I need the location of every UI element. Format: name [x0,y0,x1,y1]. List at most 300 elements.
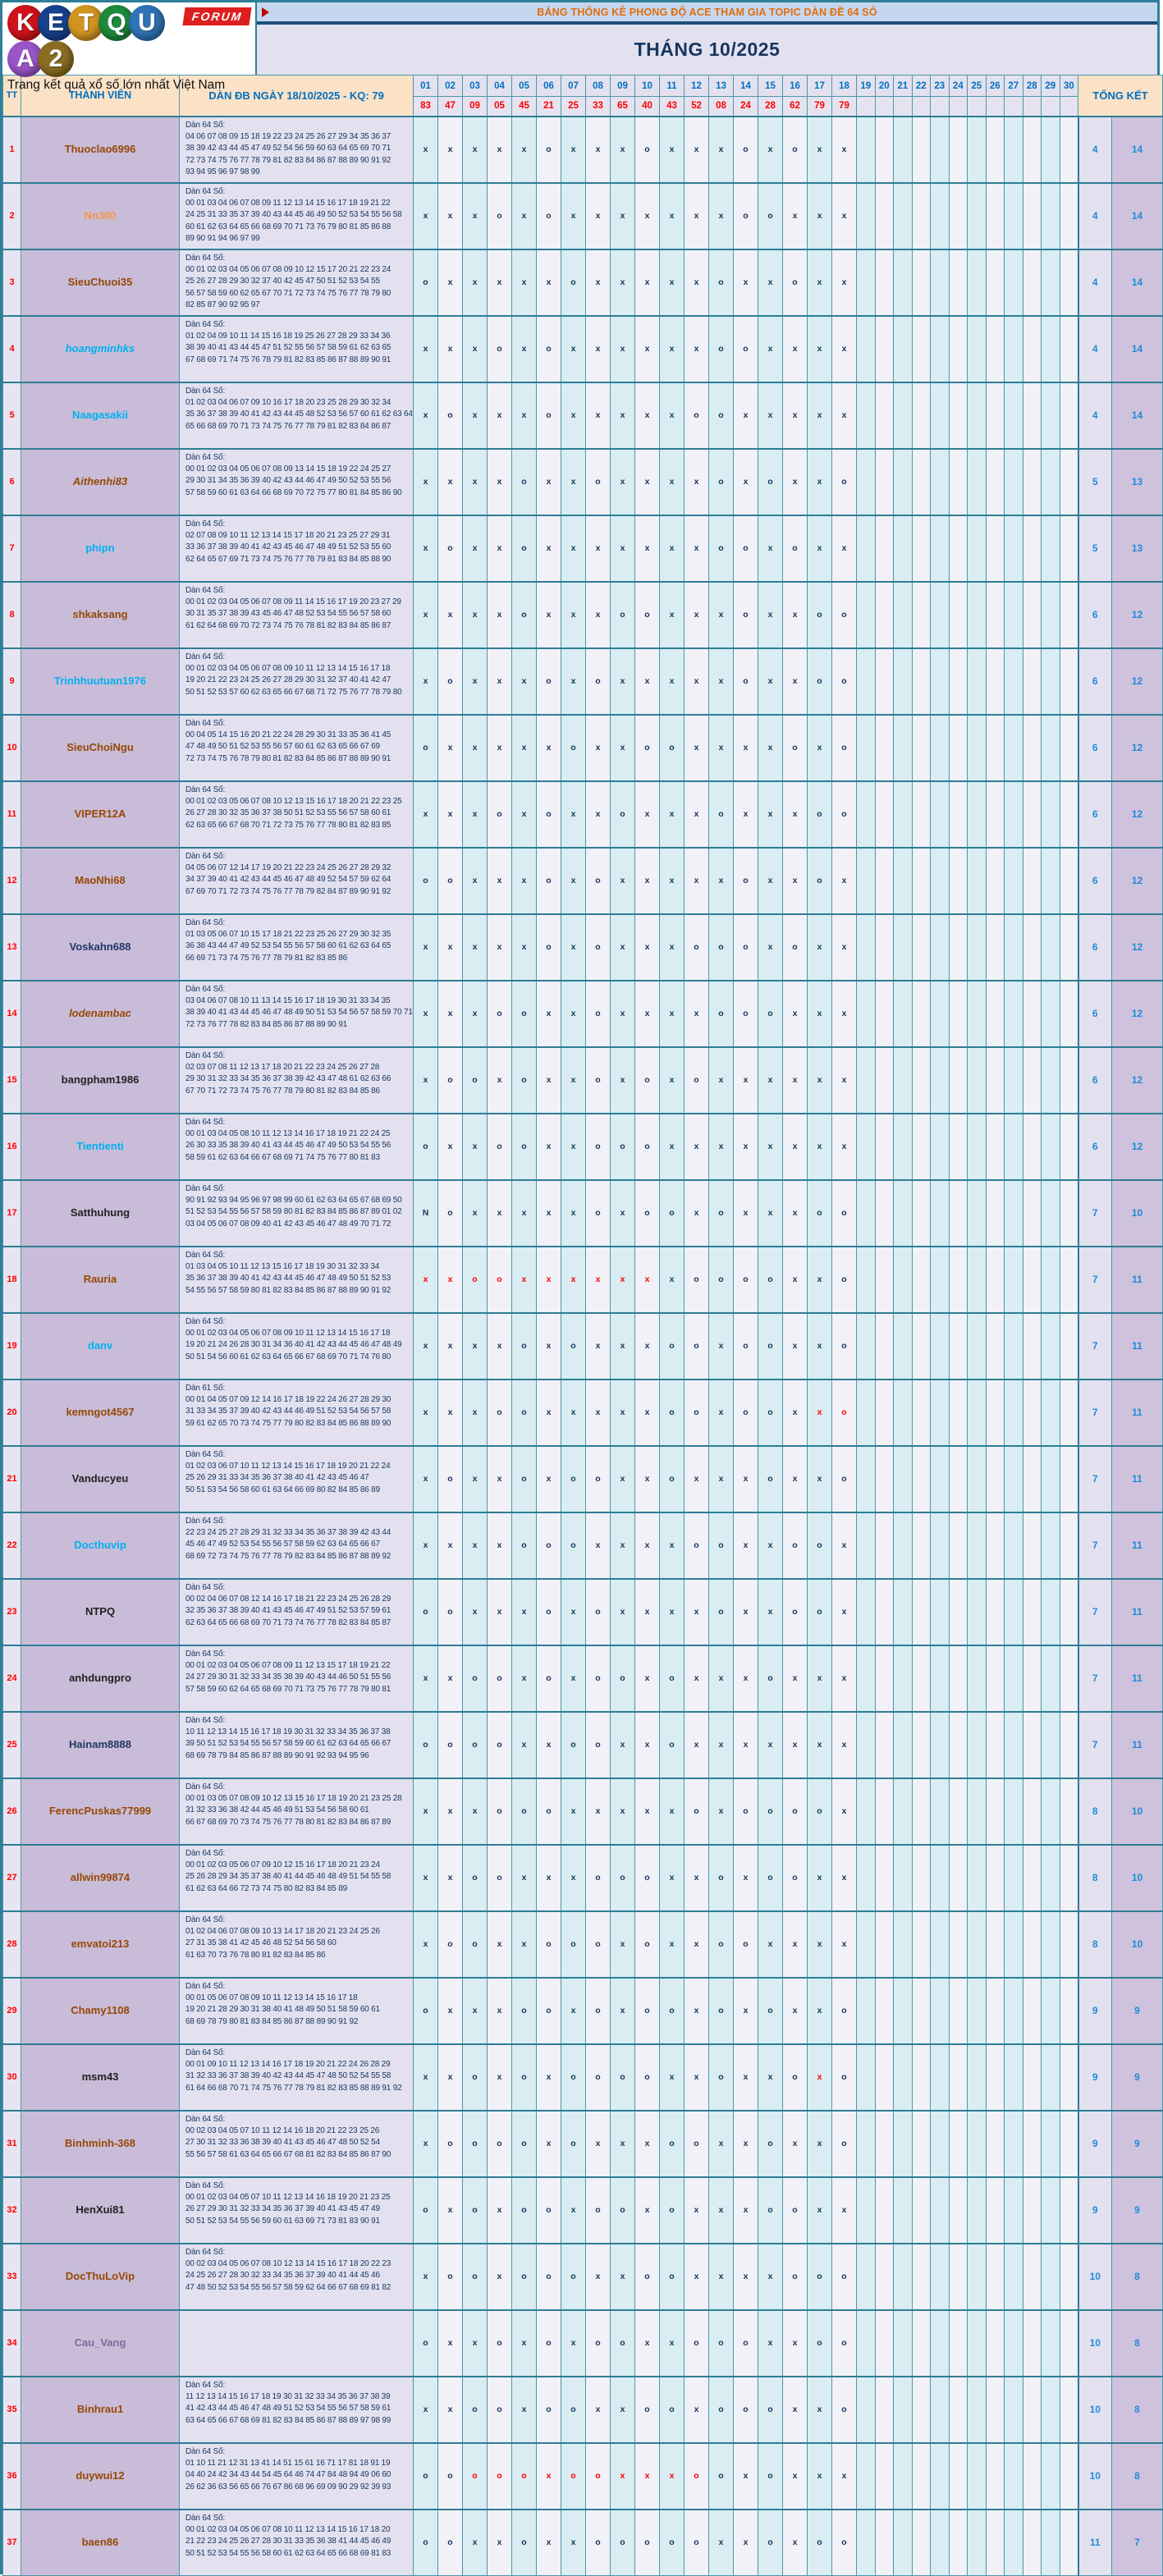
member-name[interactable]: SieuChoiNgu [66,741,134,753]
mark-cell: o [808,1579,832,1645]
mark-cell: o [512,981,537,1047]
table-row [3,582,1163,648]
mark-cell [1042,382,1060,449]
mark-cell: o [709,1180,734,1247]
tt-number: 9 [3,648,21,715]
mark-cell [931,1978,950,2044]
member-name[interactable]: shkaksang [72,608,128,620]
member-name[interactable]: HenXui81 [76,2203,125,2216]
member-name[interactable]: Aithenhi83 [72,475,128,487]
mark-cell: x [709,648,734,715]
mark-cell [894,449,913,515]
mark-cell [931,2111,950,2177]
mark-cell [1023,449,1042,515]
mark-cell: o [660,2244,685,2310]
mark-cell: o [660,1446,685,1512]
mark-cell: x [463,1778,488,1845]
mark-cell: x [734,449,758,515]
mark-cell: x [709,2177,734,2244]
member-name[interactable]: FerencPuskas77999 [48,1805,152,1817]
mark-cell: x [635,1645,660,1712]
mark-cell: x [414,1247,438,1313]
mark-cell [912,715,931,781]
numbers-block [180,1180,414,1247]
mark-cell: o [537,848,561,914]
tt-number: 8 [3,582,21,648]
mark-cell [894,1579,913,1645]
mark-cell: o [561,2443,586,2510]
mark-cell [1060,1247,1078,1313]
total-o: 6 [1078,1047,1112,1114]
mark-cell: x [537,981,561,1047]
member-name[interactable]: Rauria [83,1273,117,1285]
numbers-block [180,981,414,1047]
mark-cell [1060,117,1078,183]
mark-cell: x [586,249,611,316]
mark-cell [986,1579,1005,1645]
mark-cell [875,382,894,449]
mark-cell: x [832,1047,857,1114]
mark-cell: o [832,2111,857,2177]
result-cell: 08 [709,97,734,117]
mark-cell: o [734,117,758,183]
mark-cell: x [512,1579,537,1645]
mark-cell: o [734,848,758,914]
mark-cell [1060,1180,1078,1247]
mark-cell: x [611,1313,635,1380]
tt-number: 7 [3,515,21,582]
numbers-line: 72 73 76 77 78 82 83 84 85 86 87 88 89 90 91 [185,1019,347,1029]
mark-cell [949,1047,968,1114]
mark-cell: x [561,1380,586,1446]
mark-cell [875,2310,894,2377]
logo-letters [7,5,172,77]
member-cell [21,1579,180,1645]
mark-cell [1005,316,1023,382]
mark-cell [968,1579,987,1645]
mark-cell: o [438,1911,463,1978]
mark-cell [894,781,913,848]
member-name[interactable]: Vanducyeu [71,1472,129,1485]
numbers-line: 29 30 31 32 33 34 35 36 37 38 39 42 43 47 48 61 62 63 66 [185,1074,391,1084]
mark-cell: o [586,1645,611,1712]
mark-cell: x [808,1978,832,2044]
mark-cell: x [537,1712,561,1778]
mark-cell [857,316,876,382]
numbers-line: 25 26 27 28 29 30 32 37 40 42 45 47 50 51 52 53 54 55 [185,277,380,286]
member-name[interactable]: anhdungpro [69,1672,131,1684]
mark-cell: x [463,1978,488,2044]
numbers-line: 59 61 62 65 70 73 74 75 77 79 80 82 83 84 85 86 88 89 90 [185,1418,391,1428]
mark-cell: x [611,316,635,382]
member-name[interactable]: Chamy1108 [71,2004,130,2016]
mark-cell [968,1380,987,1446]
mark-cell: x [832,1778,857,1845]
mark-cell: o [758,1446,783,1512]
numbers-label: Dàn 64 Số: [185,917,226,927]
table-row [3,1911,1163,1978]
mark-cell: x [635,449,660,515]
mark-cell [931,1911,950,1978]
mark-cell [1005,1645,1023,1712]
mark-cell [986,2244,1005,2310]
mark-cell [1060,2111,1078,2177]
numbers-block [180,648,414,715]
mark-cell: o [561,2244,586,2310]
mark-cell: o [685,1247,709,1313]
member-name[interactable]: baen86 [81,2536,119,2549]
member-name[interactable]: SieuChuoi35 [67,276,133,288]
mark-cell: o [586,1180,611,1247]
mark-cell [1023,981,1042,1047]
mark-cell: o [685,1778,709,1845]
mark-cell [1023,249,1042,316]
numbers-line: 36 38 43 44 47 49 52 53 54 55 56 57 58 60 61 62 63 64 65 [185,941,391,951]
mark-cell: x [734,1446,758,1512]
table-row [3,1114,1163,1180]
mark-cell: x [537,249,561,316]
mark-cell [1042,848,1060,914]
mark-cell [875,183,894,249]
mark-cell [949,1446,968,1512]
mark-cell [968,1446,987,1512]
mark-cell: x [685,1180,709,1247]
mark-cell [986,981,1005,1047]
numbers-line: 00 01 02 03 04 05 06 07 08 09 13 14 15 18 19 22 24 25 27 [185,464,391,474]
mark-cell: x [709,1114,734,1180]
mark-cell [931,1446,950,1512]
mark-cell: o [537,2177,561,2244]
mark-cell: o [438,1047,463,1114]
numbers-line: 72 73 74 75 76 77 78 79 81 82 83 84 86 87 88 89 90 91 92 [185,155,391,165]
mark-cell: x [783,1313,808,1380]
member-name[interactable]: msm43 [81,2070,119,2083]
total-x: 14 [1112,382,1163,449]
member-cell [21,1978,180,2044]
mark-cell: x [832,515,857,582]
mark-cell: x [734,715,758,781]
mark-cell [894,2177,913,2244]
mark-cell [1042,2111,1060,2177]
mark-cell: x [660,2310,685,2377]
mark-cell [986,2377,1005,2443]
mark-cell: o [660,2377,685,2443]
mark-cell [968,1911,987,1978]
mark-cell: x [660,1911,685,1978]
member-name[interactable]: Tientienti [76,1140,124,1152]
member-name[interactable]: Naagasakii [72,409,128,421]
member-name[interactable]: duywui12 [76,2469,125,2482]
tt-number: 25 [3,1712,21,1778]
mark-cell: o [463,2377,488,2443]
mark-cell: o [537,183,561,249]
member-name[interactable]: kemngot4567 [66,1406,135,1418]
mark-cell: x [660,117,685,183]
member-name[interactable]: danv [87,1339,113,1352]
mark-cell: o [758,1778,783,1845]
mark-cell: o [660,715,685,781]
mark-cell: x [660,914,685,981]
day-header: 13 [709,75,734,97]
mark-cell: o [709,2310,734,2377]
mark-cell [1042,1845,1060,1911]
mark-cell [1005,582,1023,648]
numbers-line: 01 02 04 09 10 11 14 15 16 18 19 25 26 27 28 29 33 34 36 [185,331,391,341]
mark-cell: x [758,648,783,715]
mark-cell [912,1712,931,1778]
mark-cell: x [660,1778,685,1845]
mark-cell: x [783,2310,808,2377]
mark-cell [949,515,968,582]
member-name[interactable]: emvatoi213 [71,1938,130,1950]
mark-cell [1023,1579,1042,1645]
mark-cell: o [758,1645,783,1712]
mark-cell: o [488,2310,512,2377]
mark-cell [875,1380,894,1446]
mark-cell: x [734,1047,758,1114]
mark-cell [875,2443,894,2510]
member-name[interactable]: Docthuvip [74,1539,126,1551]
mark-cell [949,2443,968,2510]
mark-cell: x [709,2244,734,2310]
mark-cell [949,2244,968,2310]
member-name[interactable]: Voskahn688 [69,940,131,953]
mark-cell: o [635,1047,660,1114]
mark-cell: x [512,848,537,914]
mark-cell: x [635,2111,660,2177]
member-cell [21,981,180,1047]
mark-cell: x [463,914,488,981]
member-cell [21,1114,180,1180]
mark-cell [1005,2443,1023,2510]
mark-cell: x [808,449,832,515]
member-name[interactable]: Nn300 [84,209,117,222]
mark-cell: o [488,1380,512,1446]
mark-cell [949,1313,968,1380]
numbers-line: 63 64 65 66 67 68 69 81 82 83 84 85 86 87 88 89 97 98 99 [185,2415,391,2425]
numbers-block [180,914,414,981]
mark-cell [1042,1645,1060,1712]
mark-cell [931,117,950,183]
mark-cell: o [635,2510,660,2576]
result-cell: 79 [808,97,832,117]
col-header-dan: DÀN ĐB NGÀY 18/10/2025 - KQ: 79 [180,75,414,117]
member-name[interactable]: Binhrau1 [76,2403,124,2415]
member-cell [21,2044,180,2111]
numbers-label: Dàn 64 Số: [185,851,226,861]
mark-cell: x [758,2044,783,2111]
table-row [3,2310,1163,2377]
result-cell [857,97,876,117]
mark-cell [894,715,913,781]
mark-cell: x [488,1446,512,1512]
mark-cell: x [685,1911,709,1978]
mark-cell: x [561,183,586,249]
mark-cell: x [758,1579,783,1645]
mark-cell: o [512,2111,537,2177]
total-o: 7 [1078,1313,1112,1380]
mark-cell: x [586,1313,611,1380]
member-name[interactable]: NTPQ [85,1605,116,1617]
table-row [3,1978,1163,2044]
mark-cell [1060,449,1078,515]
member-name[interactable]: DocThuLoVip [65,2270,135,2282]
table-row [3,382,1163,449]
mark-cell: o [832,715,857,781]
mark-cell: x [685,449,709,515]
mark-cell [968,515,987,582]
mark-cell: x [685,1579,709,1645]
mark-cell [1023,2310,1042,2377]
mark-cell: o [586,848,611,914]
mark-cell: x [463,848,488,914]
member-cell [21,715,180,781]
mark-cell [1005,1380,1023,1446]
mark-cell [857,2177,876,2244]
mark-cell: x [561,117,586,183]
numbers-line: 38 39 42 43 44 45 47 49 52 54 56 59 60 63 64 65 69 70 71 [185,144,391,153]
mark-cell [857,1446,876,1512]
mark-cell: o [783,715,808,781]
day-header: 20 [875,75,894,97]
site-logo[interactable] [2,2,257,92]
mark-cell: x [611,1047,635,1114]
mark-cell [1042,2310,1060,2377]
mark-cell [968,183,987,249]
mark-cell: x [438,1380,463,1446]
result-cell [1042,97,1060,117]
mark-cell [1042,1380,1060,1446]
mark-cell: x [758,2244,783,2310]
mark-cell: o [488,1778,512,1845]
mark-cell [949,2510,968,2576]
mark-cell: o [463,2244,488,2310]
mark-cell [1060,1911,1078,1978]
mark-cell [1023,1978,1042,2044]
mark-cell: o [734,1313,758,1380]
total-o: 4 [1078,316,1112,382]
numbers-label: Dàn 61 Số: [185,1383,226,1393]
mark-cell: x [611,848,635,914]
mark-cell: x [561,1845,586,1911]
mark-cell: o [832,648,857,715]
member-cell [21,2177,180,2244]
mark-cell: x [488,2044,512,2111]
mark-cell [1023,2377,1042,2443]
mark-cell: o [586,1446,611,1512]
mark-cell: o [561,1446,586,1512]
mark-cell: o [635,1911,660,1978]
mark-cell [931,2310,950,2377]
member-name[interactable]: Cau_Vang [74,2336,126,2349]
member-name[interactable]: allwin99874 [70,1871,130,1883]
mark-cell: o [685,2310,709,2377]
mark-cell: x [783,1978,808,2044]
table-row [3,449,1163,515]
mark-cell [986,1313,1005,1380]
mark-cell [1042,715,1060,781]
tt-number: 31 [3,2111,21,2177]
mark-cell [912,1579,931,1645]
mark-cell [875,2111,894,2177]
mark-cell [1005,715,1023,781]
mark-cell: o [660,1180,685,1247]
mark-cell: o [586,981,611,1047]
mark-cell [875,1047,894,1114]
mark-cell: x [660,382,685,449]
mark-cell: o [685,1047,709,1114]
total-x: 12 [1112,1047,1163,1114]
mark-cell: o [463,1047,488,1114]
member-name[interactable]: bangpham1986 [61,1073,140,1086]
mark-cell [1060,1380,1078,1446]
logo-letter: K [7,5,43,41]
numbers-line: 00 02 03 04 05 07 10 11 12 14 16 18 20 21 22 23 25 26 [185,2125,380,2135]
mark-cell: o [635,715,660,781]
mark-cell [1060,382,1078,449]
mark-cell: x [758,1911,783,1978]
mark-cell [949,1380,968,1446]
mark-cell: o [438,1446,463,1512]
member-name[interactable]: lodenambac [69,1007,131,1019]
mark-cell [949,1512,968,1579]
mark-cell: x [561,2177,586,2244]
mark-cell [875,1247,894,1313]
tt-number: 18 [3,1247,21,1313]
day-header: 12 [685,75,709,97]
member-name[interactable]: Thuoclao6996 [64,143,136,155]
table-row [3,2510,1163,2576]
mark-cell: x [586,316,611,382]
mark-cell [931,1313,950,1380]
mark-cell: o [537,2244,561,2310]
member-name[interactable]: Binhminh-368 [65,2137,135,2149]
numbers-line: 31 33 34 35 37 39 40 42 43 44 46 49 51 52 53 54 56 57 58 [185,1407,391,1416]
mark-cell [1060,1114,1078,1180]
mark-cell: x [537,715,561,781]
mark-cell: x [832,2177,857,2244]
numbers-label: Dàn 64 Số: [185,1915,226,1924]
mark-cell: x [537,582,561,648]
member-name[interactable]: hoangminhks [65,342,135,355]
member-name[interactable]: Trinhhuutuan1976 [54,675,146,687]
numbers-label: Dàn 64 Số: [185,1050,226,1060]
page-title: BẢNG THỐNG KÊ PHONG ĐỘ ACE THAM GIA TOPIC DÀN ĐỀ 64 SỐ [537,6,877,18]
mark-cell [894,1978,913,2044]
mark-cell [912,2310,931,2377]
member-name[interactable]: MaoNhi68 [75,874,126,886]
member-name[interactable]: Hainam8888 [69,1738,131,1750]
mark-cell [1042,1778,1060,1845]
mark-cell: x [463,1180,488,1247]
mark-cell [1042,1446,1060,1512]
total-x: 7 [1112,2510,1163,2576]
mark-cell [894,1047,913,1114]
total-o: 7 [1078,1512,1112,1579]
member-cell [21,2111,180,2177]
mark-cell: o [414,1114,438,1180]
mark-cell [1042,781,1060,848]
member-name[interactable]: phipn [85,542,115,554]
mark-cell: x [488,1512,512,1579]
mark-cell: o [635,117,660,183]
mark-cell [1042,2177,1060,2244]
mark-cell [875,848,894,914]
mark-cell: o [463,1911,488,1978]
member-name[interactable]: Satthuhung [70,1206,130,1219]
mark-cell: x [512,1180,537,1247]
member-name[interactable]: VIPER12A [74,808,126,820]
